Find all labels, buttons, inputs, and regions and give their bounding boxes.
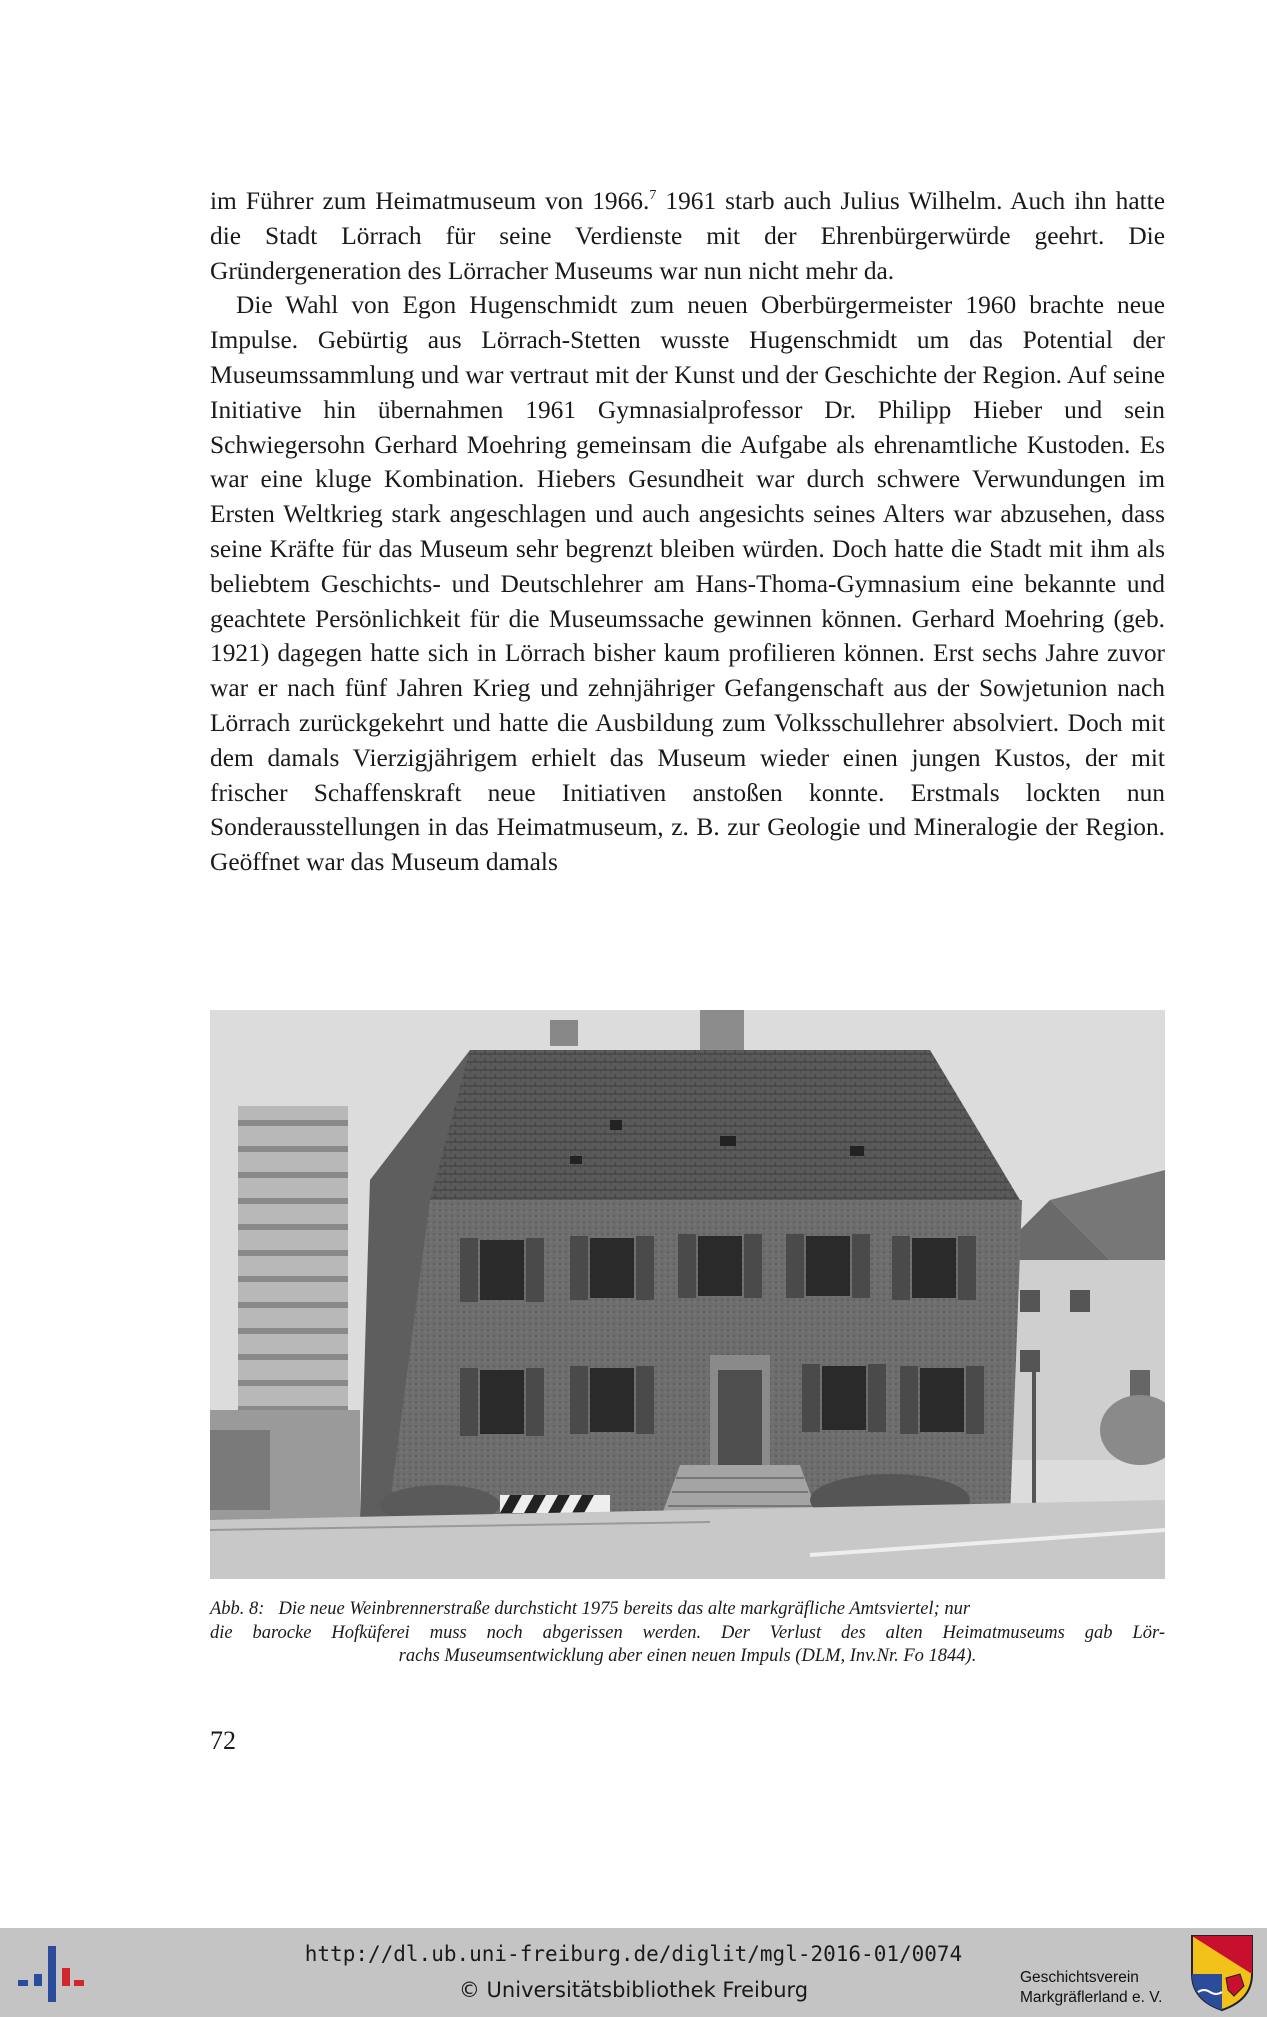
body-text <box>210 184 1165 880</box>
paragraph: Die Wahl von Egon Hugenschmidt zum neuen Oberbürgermeister 1960 brachte neue Impulse. Gebürtig aus Lörrach-Stetten wusste Hugenschmidt um das Potential der Museumssammlung und war vertraut mit der Kunst und der Geschichte der Region. Auf seine Initiative hin übernahmen 1961 Gymnasialprofessor Dr. Philipp Hieber und sein Schwiegersohn Gerhard Moehring gemeinsam die Aufgabe als ehrenamtliche Kustoden. Es war eine kluge Kombination. Hiebers Gesundheit war durch schwere Verwundungen im Ersten Weltkrieg stark angeschlagen und auch angesichts seines Alters war abzusehen, dass seine Kräfte für das Museum sehr begrenzt bleiben würden. Doch hatte die Stadt mit ihm als beliebtem Geschichts- und Deutschlehrer am Hans-Thoma-Gymnasium eine bekannte und geachtete Persönlichkeit für die Museumssache gewinnen können. Gerhard Moehring (geb. 1921) dagegen hatte sich in Lörrach bisher kaum profilieren können. Erst sechs Jahre zuvor war er nach fünf Jahren Krieg und zehnjähriger Gefangenschaft aus der Sowjetunion nach Lörrach zurückgekehrt und hatte die Ausbildung zum Volksschullehrer absolviert. Doch mit dem damals Vierzigjährigem erhielt das Museum wieder einen jungen Kustos, der mit frischer Schaffenskraft neue Initiativen anstoßen konnte. Erstmals lockten nun Sonderausstellungen in das Heimatmuseum, z. B. zur Geologie und Mineralogie der Region. Geöffnet war das Museum damals <box>210 291 1165 877</box>
caption-line: Die neue Weinbrennerstraße durchsticht 1975 bereits das alte markgräfliche Amtsviertel; nur <box>278 1599 971 1619</box>
caption-line: rachs Museumsentwicklung aber einen neuen Impuls (DLM, Inv.Nr. Fo 1844). <box>398 1646 977 1666</box>
caption-label: Abb. 8: <box>210 1599 265 1619</box>
copyright-text: © Universitätsbibliothek Freiburg <box>458 1978 809 2002</box>
society-line: Markgräflerland e. V. <box>1020 1989 1163 2006</box>
footnote-marker[interactable]: 7 <box>649 188 657 203</box>
society-crest-icon[interactable] <box>1190 1934 1254 2012</box>
footer-bar <box>0 1928 1267 2017</box>
society-name <box>1020 1968 1162 2008</box>
figure-photo-hofkueferei <box>210 1010 1165 1579</box>
document-url-link[interactable]: http://dl.ub.uni-freiburg.de/diglit/mgl-2016-01/0074 <box>304 1942 963 1966</box>
caption-line: die barocke Hofküferei muss noch abgerissen werden. Der Verlust des alten Heimatmuseums gab Lör- <box>210 1622 1165 1643</box>
paragraph-text: 1961 starb auch Julius Wilhelm. Auch ihn hatte die Stadt Lörrach für seine Verdienste mit der Ehrenbürgerwürde geehrt. Die Gründergeneration des Lörracher Museums war nun nicht mehr da. <box>210 187 1165 285</box>
page-number: 72 <box>210 1726 236 1755</box>
paragraph-text: im Führer zum Heimatmuseum von 1966. <box>210 187 650 215</box>
figure-caption <box>210 1598 1165 1669</box>
society-line: Geschichtsverein <box>1020 1969 1139 1986</box>
paragraph <box>210 184 1165 288</box>
